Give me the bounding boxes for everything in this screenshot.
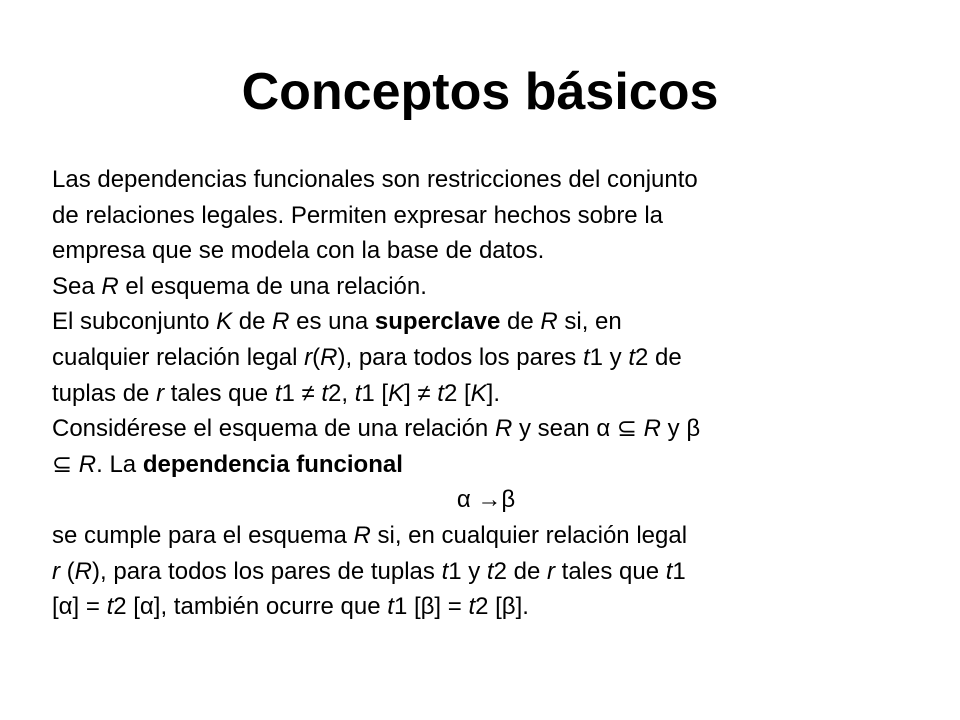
text-run: 1 ≠ bbox=[281, 379, 322, 407]
italic-symbol: t bbox=[441, 557, 449, 585]
italic-symbol: t bbox=[468, 593, 476, 621]
body-line bbox=[52, 233, 920, 269]
italic-symbol: t bbox=[274, 379, 282, 407]
italic-symbol: t bbox=[437, 379, 444, 407]
text-run: ), para todos los pares de tuplas bbox=[92, 557, 442, 585]
text-run: . La bbox=[96, 450, 143, 478]
italic-symbol: r bbox=[156, 379, 165, 407]
italic-symbol: r bbox=[52, 557, 60, 585]
text-run: tales que bbox=[554, 557, 666, 585]
italic-symbol: R bbox=[101, 272, 119, 300]
text-run: tales que bbox=[164, 379, 275, 407]
text-run: [α] = bbox=[52, 593, 107, 621]
italic-symbol: t bbox=[582, 343, 590, 371]
text-run: 2 [ bbox=[443, 379, 471, 407]
text-run: Considérese el esquema de una relación bbox=[52, 415, 495, 443]
italic-symbol: R bbox=[540, 308, 558, 336]
text-run: 2 [β]. bbox=[475, 593, 529, 621]
text-run: de bbox=[500, 308, 541, 336]
text-run: y β bbox=[661, 415, 701, 443]
italic-symbol: K bbox=[388, 379, 405, 407]
text-run: 1 y bbox=[448, 557, 487, 585]
body-line bbox=[52, 340, 920, 376]
text-run: 2, bbox=[328, 379, 355, 407]
italic-symbol: t bbox=[628, 343, 635, 371]
body-line bbox=[52, 518, 920, 554]
text-run: 1 bbox=[672, 557, 686, 585]
italic-symbol: R bbox=[320, 343, 338, 371]
slide-body bbox=[52, 162, 920, 625]
text-run: el esquema de una relación. bbox=[118, 272, 427, 300]
text-run: 1 y bbox=[589, 343, 629, 371]
body-line bbox=[52, 198, 920, 234]
text-run: si, en bbox=[557, 308, 622, 336]
text-run: tuplas de bbox=[52, 379, 157, 407]
italic-symbol: R bbox=[643, 415, 662, 443]
text-run: ]. bbox=[486, 379, 500, 407]
italic-symbol: t bbox=[387, 593, 394, 621]
italic-symbol: R bbox=[74, 557, 93, 585]
body-line bbox=[52, 376, 920, 412]
text-run: 1 [β] = bbox=[393, 593, 469, 621]
text-run: es una bbox=[289, 308, 375, 336]
body-line bbox=[52, 554, 920, 590]
text-run: si, en cualquier relación legal bbox=[370, 521, 688, 549]
body-line bbox=[52, 269, 920, 305]
slide-title: Conceptos básicos bbox=[241, 63, 719, 121]
text-run: y sean α ⊆ bbox=[512, 415, 644, 443]
text-run: 2 de bbox=[635, 343, 682, 371]
body-line bbox=[52, 411, 920, 447]
text-run: de relaciones legales. Permiten expresar hechos sobre la bbox=[52, 201, 664, 229]
italic-symbol: R bbox=[78, 450, 97, 478]
text-run: Las dependencias funcionales son restricciones del conjunto bbox=[52, 166, 698, 193]
text-run: Sea bbox=[52, 272, 102, 300]
italic-symbol: t bbox=[486, 557, 494, 585]
italic-symbol: t bbox=[665, 557, 673, 585]
italic-symbol: R bbox=[494, 415, 513, 443]
italic-symbol: t bbox=[321, 379, 329, 407]
italic-symbol: r bbox=[304, 343, 313, 371]
italic-symbol: K bbox=[216, 308, 233, 336]
body-line bbox=[52, 482, 920, 518]
italic-symbol: K bbox=[470, 379, 487, 407]
text-run: α →β bbox=[456, 486, 516, 514]
text-run: empresa que se modela con la base de datos. bbox=[52, 237, 545, 265]
text-run: ( bbox=[60, 557, 75, 585]
text-run: se cumple para el esquema bbox=[52, 521, 354, 549]
body-line bbox=[52, 447, 920, 483]
text-run: 1 [ bbox=[361, 379, 389, 407]
italic-symbol: R bbox=[353, 521, 371, 549]
italic-symbol: r bbox=[546, 557, 555, 585]
body-line bbox=[52, 589, 920, 625]
text-run: cualquier relación legal bbox=[52, 343, 305, 371]
body-line bbox=[52, 162, 920, 198]
italic-symbol: R bbox=[272, 308, 290, 336]
text-run: 2 de bbox=[493, 557, 547, 585]
italic-symbol: t bbox=[106, 593, 114, 621]
bold-term: superclave bbox=[374, 308, 501, 336]
text-run: ( bbox=[312, 343, 321, 371]
text-run: ] ≠ bbox=[404, 379, 438, 407]
bold-term: dependencia funcional bbox=[142, 450, 403, 478]
text-run: 2 [α], también ocurre que bbox=[113, 593, 388, 621]
text-run: ⊆ bbox=[52, 450, 79, 478]
text-run: El subconjunto bbox=[52, 308, 217, 336]
text-run: ), para todos los pares bbox=[337, 343, 583, 371]
body-line bbox=[52, 304, 920, 340]
italic-symbol: t bbox=[354, 379, 362, 407]
text-run: de bbox=[232, 308, 273, 336]
